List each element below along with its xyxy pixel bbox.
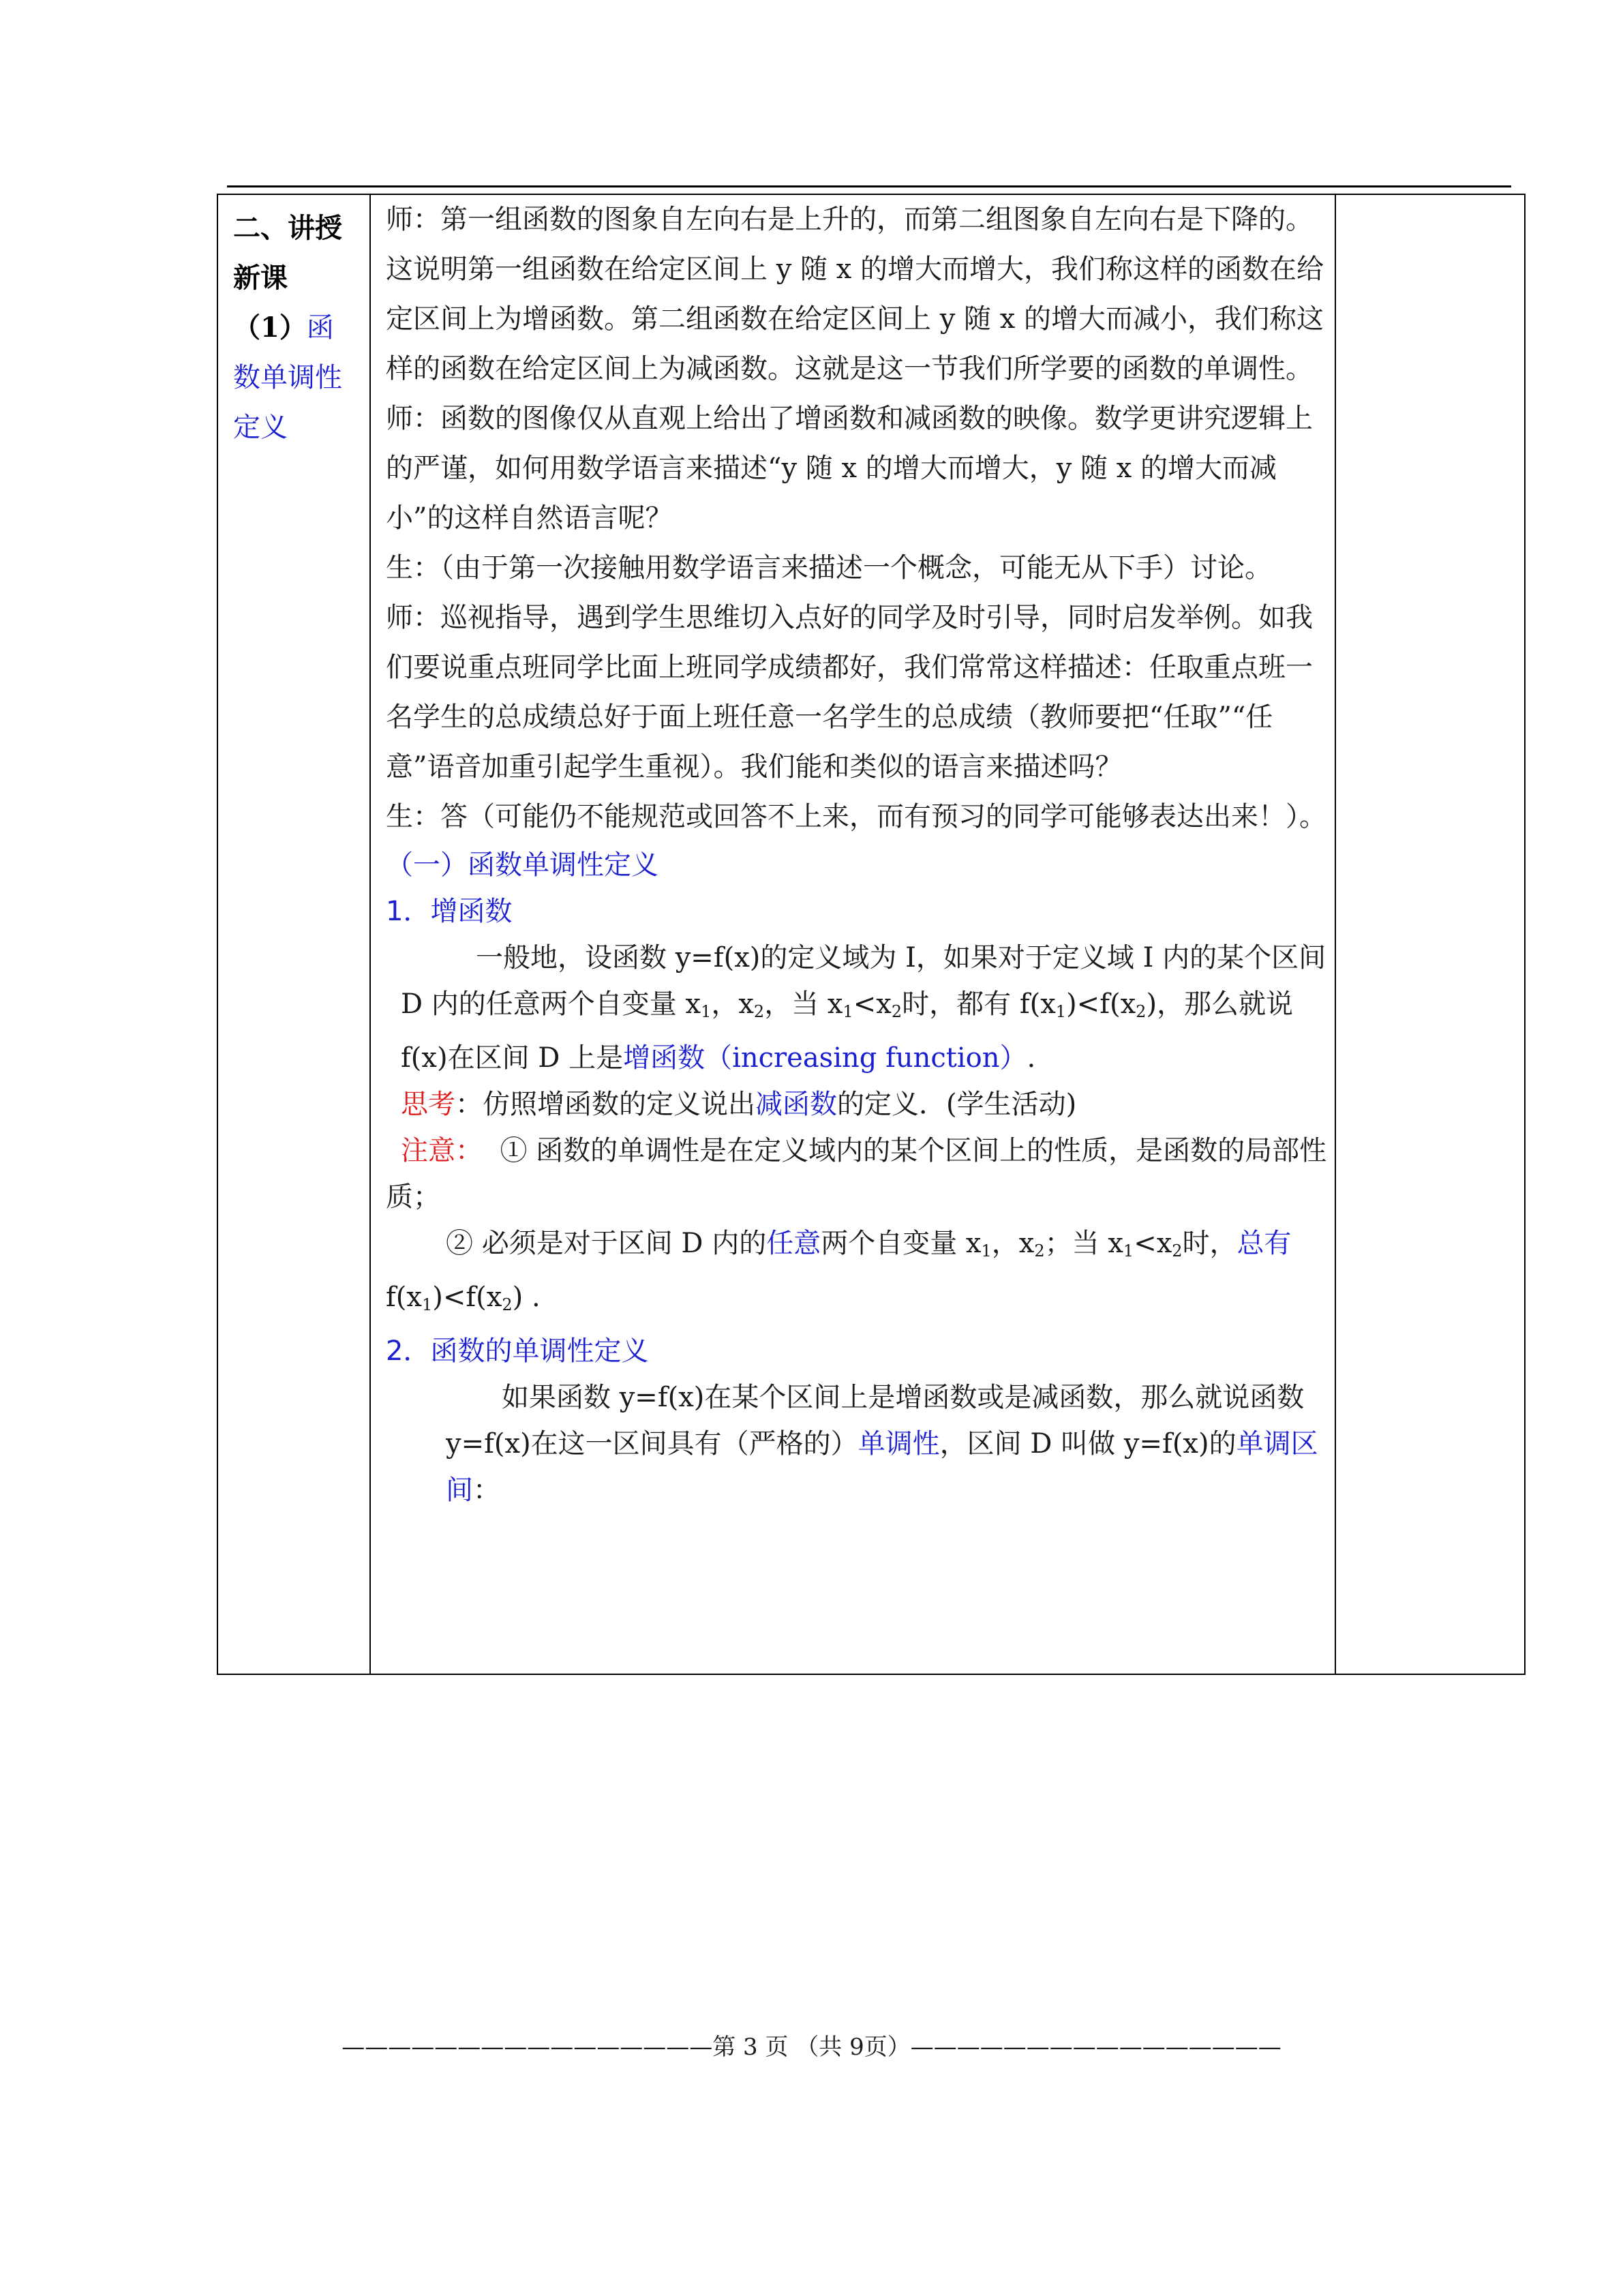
lesson-plan-table xyxy=(217,194,1526,1675)
increasing-function-term: 增函数（increasing function） xyxy=(623,1042,1027,1074)
definition-heading: （一）函数单调性定义 xyxy=(386,849,658,881)
notes-cell xyxy=(1335,194,1525,1674)
monotonic-interval-term: 单调区间 xyxy=(446,1428,1318,1506)
page-footer: ————————————————第 3 页 （共 9页）———————————————— xyxy=(342,2034,1281,2061)
note-paragraph-2: ② 必须是对于区间 D 内的任意两个自变量 $x_1$，$x_2$；当 $x_1<x_2$时，总有$f(x_1)<f(x_2)$ . xyxy=(386,1228,1292,1314)
section-title-line2: 新课 xyxy=(233,262,288,294)
increasing-function-definition: 一般地，设函数 y=f(x)的定义域为 I，如果对于定义域 I 内的某个区间 D 内的任意两个自变量 $x_1$，$x_2$，当 $x_1<x_2$时，都有 $f(x_1)<f(x_2)$，那么就说 f(x)在区间 D 上是增函数（increasing function）. xyxy=(401,942,1326,1074)
section-cell xyxy=(217,194,370,1674)
section-subtitle-line3: 定义 xyxy=(233,412,288,443)
monotonicity-definition: 如果函数 y=f(x)在某个区间上是增函数或是减函数，那么就说函数 y=f(x)在这一区间具有（严格的）单调性，区间 D 叫做 y=f(x)的单调区间： xyxy=(446,1382,1318,1506)
student-paragraph-2: 生：答（可能仍不能规范或回答不上来，而有预习的同学可能够表达出来！）。 xyxy=(386,801,1326,832)
section-subtitle-line2: 数单调性 xyxy=(233,362,342,393)
section-subtitle-line1: （1）函 xyxy=(233,312,334,344)
teacher-paragraph-2: 师：函数的图像仅从直观上给出了增函数和减函数的映像。数学更讲究逻辑上的严谨，如何用数学语言来描述“y 随 x 的增大而增大，y 随 x 的增大而减小”的这样自然语言呢？ xyxy=(386,403,1313,534)
student-paragraph-1: 生：（由于第一次接触用数学语言来描述一个概念，可能无从下手）讨论。 xyxy=(386,552,1272,584)
teacher-paragraph-1: 师：第一组函数的图象自左向右是上升的，而第二组图象自左向右是下降的。这说明第一组函数在给定区间上 y 随 x 的增大而增大，我们称这样的函数在给定区间上为增函数。第二组函数在给定区间上 y 随 x 的增大而减小，我们称这样的函数在给定区间上为减函数。这就是这一节我们所学要的函数的单调性。 xyxy=(386,204,1324,384)
think-paragraph: 思考：仿照增函数的定义说出减函数的定义．(学生活动) xyxy=(401,1089,1077,1120)
think-label: 思考 xyxy=(401,1089,455,1120)
table-row xyxy=(217,194,1525,1674)
decreasing-function-term: 减函数 xyxy=(755,1089,837,1120)
note-paragraph-1: 注意： ① 函数的单调性是在定义域内的某个区间上的性质，是函数的局部性质； xyxy=(386,1128,1328,1220)
note-label: 注意： xyxy=(401,1135,483,1166)
teacher-paragraph-3: 师：巡视指导，遇到学生思维切入点好的同学及时引导，同时启发举例。如我们要说重点班同学比面上班同学成绩都好，我们常常这样描述：任取重点班一名学生的总成绩总好于面上班任意一名学生的总成绩（教师要把“任取”“任意”语音加重引起学生重视）。我们能和类似的语言来描述吗？ xyxy=(386,602,1313,783)
monotonicity-term: 单调性 xyxy=(858,1428,940,1460)
content-cell xyxy=(370,194,1335,1674)
increasing-function-heading: 1．增函数 xyxy=(386,896,513,927)
header-rule xyxy=(227,185,1511,187)
monotonicity-definition-heading: 2．函数的单调性定义 xyxy=(386,1335,649,1367)
section-title-line1: 二、讲授 xyxy=(233,212,342,244)
